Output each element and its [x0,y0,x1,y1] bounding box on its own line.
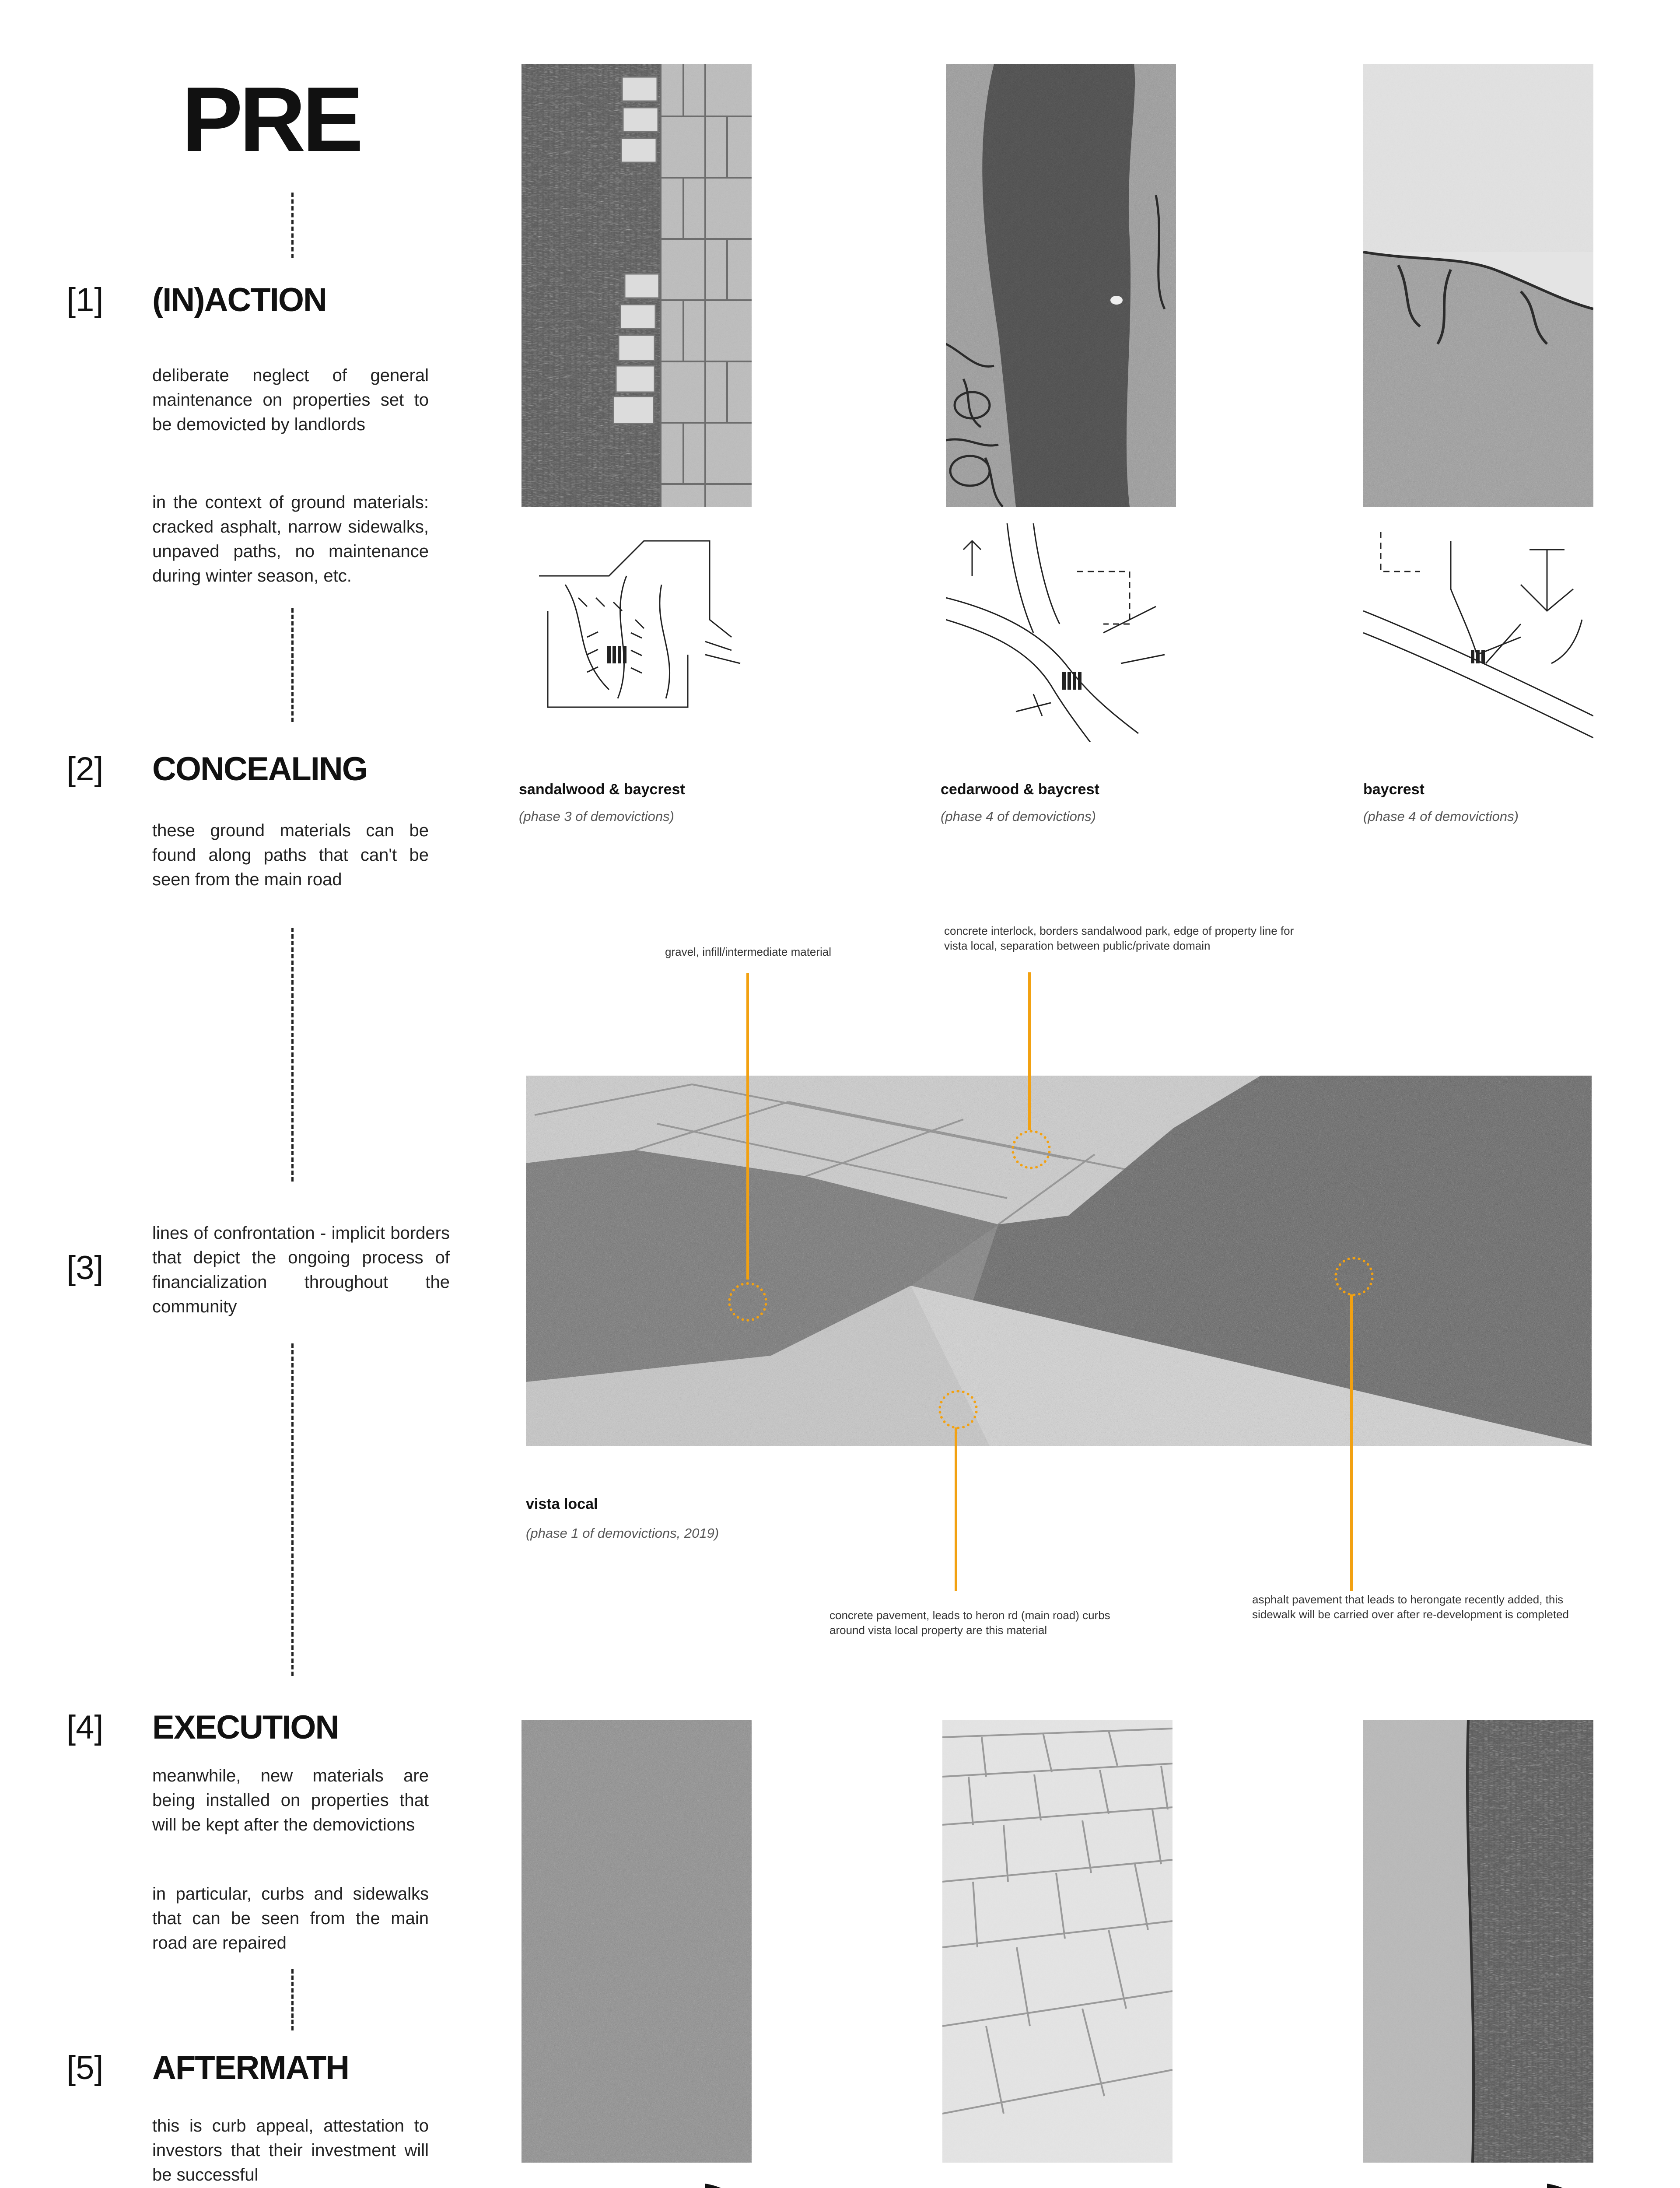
stage-4-text-2: in particular, curbs and sidewalks that can be seen from the main road are repaired [152,1884,429,1953]
leader-line-asphalt [1350,1294,1353,1591]
stage-4-title: EXECUTION [152,1709,339,1746]
stage-5-title: AFTERMATH [152,2049,349,2086]
stage-2-number: [2] [66,750,104,788]
stage-4-text: meanwhile, new materials are being installed on properties that will be kept after the demovictions [152,1766,429,1834]
timeline-dash [291,193,294,258]
marker-gravel [728,1282,767,1322]
stage-4-number: [4] [66,1709,104,1746]
leader-line-gravel [746,973,749,1280]
caption-title: vista local [526,1496,598,1512]
stage-1-text: deliberate neglect of general maintenance on properties set to be demovicted by landlords [152,366,429,434]
annotation-concrete: concrete pavement, leads to heron rd (main road) curbs around vista local property are this material [830,1609,1110,1637]
caption-subtitle: (phase 1 of demovictions, 2019) [526,1525,719,1541]
annotation-gravel: gravel, infill/intermediate material [665,945,832,958]
sketch-baycrest-map [1363,523,1593,742]
photo-cedarwood-cracked-asphalt [946,64,1176,507]
sketch-baycrest-post-map-2 [1363,2184,1593,2188]
photo-baycrest-new-asphalt [522,1720,752,2163]
caption-subtitle: (phase 4 of demovictions) [1363,809,1519,824]
marker-interlock [1012,1130,1051,1169]
caption-subtitle: (phase 3 of demovictions) [519,809,674,824]
stage-3-text: lines of confrontation - implicit borders that depict the ongoing process of financialization throughout the community [152,1224,450,1316]
stage-5-text: this is curb appeal, attestation to investors that their investment will be successful [152,2116,429,2184]
caption-title: cedarwood & baycrest [941,781,1099,798]
stage-2-title: CONCEALING [152,750,367,788]
sketch-vista-local-post-map [942,2184,1172,2188]
timeline-dash [291,608,294,722]
stage-2-text: these ground materials can be found along paths that can't be seen from the main road [152,821,429,889]
timeline-dash [291,1343,294,1676]
photo-baycrest-concrete-edge [1363,64,1593,507]
leader-line-concrete [955,1427,957,1591]
annotation-interlock: concrete interlock, borders sandalwood park, edge of property line for vista local, separation between public/private domain [944,924,1294,952]
stage-1-number: [1] [66,281,104,319]
annotation-asphalt: asphalt pavement that leads to herongate recently added, this sidewalk will be carried over after re-development is completed [1252,1593,1569,1621]
stage-3-number: [3] [66,1249,104,1287]
stage-1-title: (IN)ACTION [152,281,326,319]
photo-baycrest-curb-grass [1363,1720,1593,2163]
caption-title: sandalwood & baycrest [519,781,685,798]
sketch-sandalwood-map [522,523,752,742]
stage-5-number: [5] [66,2049,104,2086]
photo-vista-local-new-pavers [942,1720,1172,2163]
caption-subtitle: (phase 4 of demovictions) [941,809,1096,824]
marker-concrete [938,1390,978,1429]
stage-1-text-2: in the context of ground materials: cracked asphalt, narrow sidewalks, unpaved paths, no maintenance during winter season, etc. [152,493,429,586]
sketch-baycrest-post-map [522,2184,752,2188]
marker-asphalt [1334,1257,1374,1296]
pre-title: PRE [182,68,360,171]
timeline-dash [291,1969,294,2030]
caption-title: baycrest [1363,781,1424,798]
timeline-dash [291,928,294,1182]
photo-sandalwood-pavers [522,64,752,507]
leader-line-interlock [1028,972,1031,1130]
sketch-cedarwood-map [946,523,1176,742]
photo-vista-local-borders [526,1076,1592,1446]
